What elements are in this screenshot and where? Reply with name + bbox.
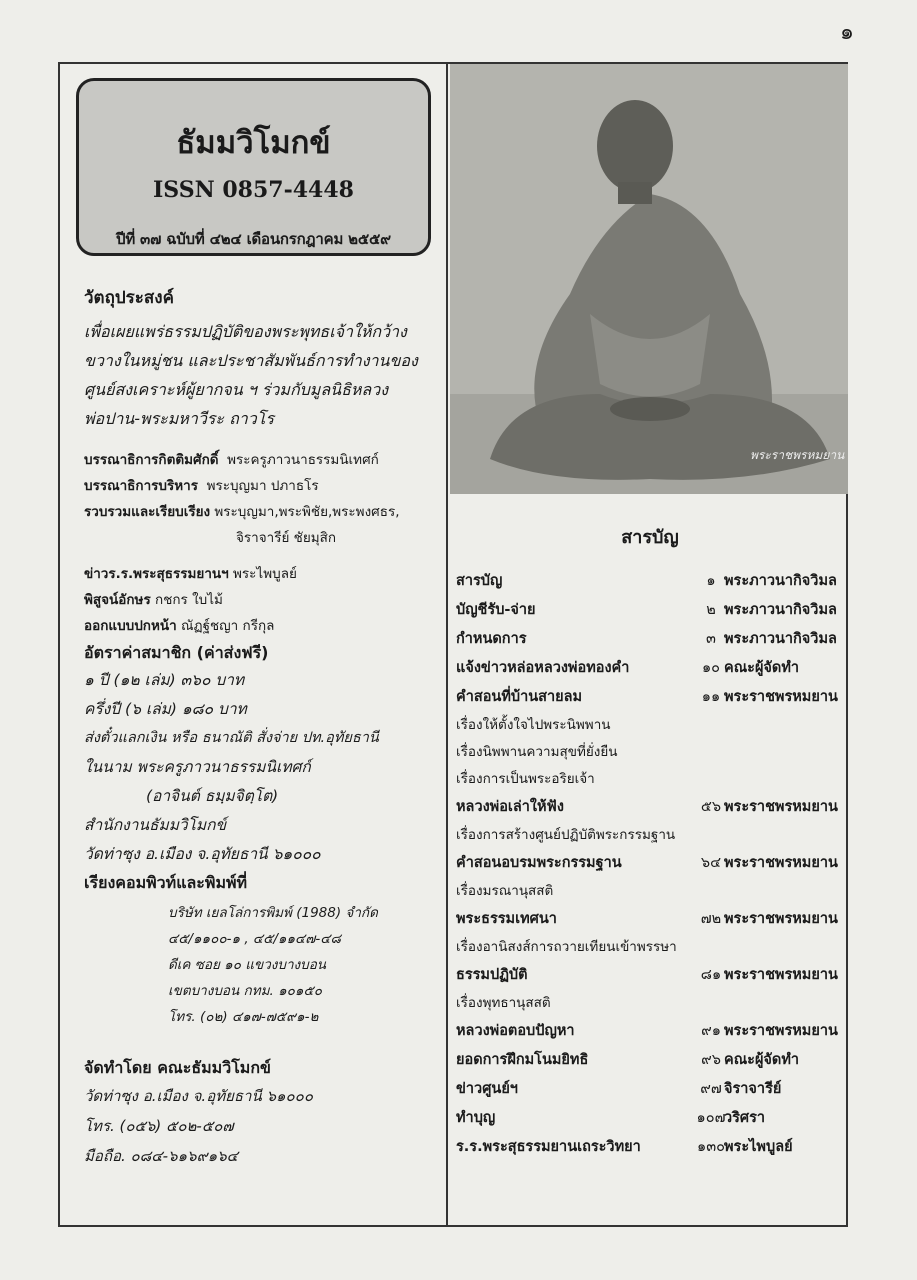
colophon <box>84 284 434 1171</box>
toc-subtopic: เรื่องให้ตั้งใจไปพระนิพพาน <box>456 717 611 733</box>
toc-entry <box>456 903 844 932</box>
toc-entry-author: พระราชพรหมยาน <box>724 967 838 983</box>
honorary-editor-label: บรรณาธิการกิตติมศักดิ์ <box>84 452 219 468</box>
toc-entry-title: พระธรรมเทศนา <box>456 911 557 927</box>
managing-editor-name: พระบุญมา ปภาธโร <box>206 478 319 494</box>
toc-entry-author: จิราจารีย์ <box>724 1081 782 1097</box>
toc-entry <box>456 565 844 594</box>
toc-entry-author: คณะผู้จัดทำ <box>724 660 800 676</box>
toc-entry-title: หลวงพ่อเล่าให้ฟัง <box>456 799 564 815</box>
producer-mobile: มือถือ. ๐๘๔-๖๑๖๙๑๖๔ <box>84 1147 238 1165</box>
toc-entry-title: ยอดการฝึกมโนมยิทธิ <box>456 1052 589 1068</box>
producer-tel: โทร. (๐๕๖) ๕๐๒-๕๐๗ <box>84 1117 234 1135</box>
toc-entry <box>456 1073 844 1102</box>
toc-entry <box>456 1015 844 1044</box>
subscription-info <box>84 666 434 869</box>
toc-entry-page: ๑ <box>706 573 716 589</box>
toc-entry <box>456 791 844 820</box>
toc-subtopic: เรื่องพุทธานุสสติ <box>456 995 551 1011</box>
printer-line: เขตบางบอน กทม. ๑๐๑๕๐ <box>168 983 322 999</box>
toc-entry-author: พระราชพรหมยาน <box>724 911 838 927</box>
toc-subtopic: เรื่องนิพพานความสุขที่ยั่งยืน <box>456 744 618 760</box>
toc-entry <box>456 847 844 876</box>
page-number: ๑ <box>840 20 854 45</box>
toc-entry-title: สารบัญ <box>456 573 503 589</box>
toc-entry <box>456 1131 844 1160</box>
compilers-label: รวบรวมและเรียบเรียง <box>84 504 211 520</box>
cover-name: ณัฏฐ์ชญา กรีกุล <box>180 618 275 634</box>
producer-address: วัดท่าซุง อ.เมือง จ.อุทัยธานี ๖๑๐๐๐ <box>84 1087 313 1105</box>
printer-info <box>84 900 434 1030</box>
toc-entry-author: พระราชพรหมยาน <box>724 855 838 871</box>
cover-row <box>84 613 434 639</box>
toc-entry-author: พระราชพรหมยาน <box>724 799 838 815</box>
news-row <box>84 561 434 587</box>
honorary-editor-name: พระครูภาวนาธรรมนิเทศก์ <box>227 452 379 468</box>
compilers-row-2: จิราจารีย์ ชัยมุสิก <box>236 530 337 546</box>
monk-photo <box>450 64 848 494</box>
toc-entry-page: ๕๖ <box>700 799 722 815</box>
toc-subtopic: เรื่องอานิสงส์การถวายเทียนเข้าพรรษา <box>456 939 677 955</box>
toc-entry-page: ๙๖ <box>701 1052 721 1068</box>
managing-editor-label: บรรณาธิการบริหาร <box>84 478 198 494</box>
toc-entry-page: ๗๒ <box>700 911 722 927</box>
toc-entry-title: แจ้งข่าวหล่อหลวงพ่อทองคำ <box>456 660 630 676</box>
toc-entry-author: พระภาวนากิจวิมล <box>724 573 837 589</box>
toc-subtopic: เรื่องการสร้างศูนย์ปฏิบัติพระกรรมฐาน <box>456 827 676 843</box>
news-name: พระไพบูลย์ <box>233 566 297 582</box>
table-of-contents <box>456 522 844 1160</box>
payment-method: ส่งตั๋วแลกเงิน หรือ ธนาณัติ สั่งจ่าย ปท.อุทัยธานี <box>84 730 379 746</box>
cover-label: ออกแบบปกหน้า <box>84 618 177 634</box>
honorary-editor-row <box>84 447 434 473</box>
purpose-line: พ่อปาน-พระมหาวีระ ถาวโร <box>84 409 274 428</box>
toc-entry-title: ข่าวศูนย์ฯ <box>456 1081 518 1097</box>
toc-entry <box>456 1102 844 1131</box>
compilers-row <box>84 499 434 525</box>
compilers-names: พระบุญมา,พระพิชัย,พระพงศธร, <box>214 504 400 520</box>
toc-entry-title: คำสอนที่บ้านสายลม <box>456 689 583 705</box>
purpose-line: ขวางในหมู่ชน และประชาสัมพันธ์การทำงานของ <box>84 351 418 370</box>
toc-entry-page: ๑๑ <box>701 689 721 705</box>
toc-entry <box>456 681 844 710</box>
toc-subtopic: เรื่องมรณานุสสติ <box>456 883 554 899</box>
toc-entry-page: ๘๑ <box>700 967 722 983</box>
subscription-heading: อัตราค่าสมาชิก (ค่าส่งฟรี) <box>84 643 269 662</box>
office-name: สำนักงานธัมมวิโมกข์ <box>84 816 227 834</box>
toc-entry-page: ๙๗ <box>700 1081 722 1097</box>
toc-entry-page: ๒ <box>706 602 716 618</box>
toc-entry-author: คณะผู้จัดทำ <box>724 1052 800 1068</box>
office-address: วัดท่าซุง อ.เมือง จ.อุทัยธานี ๖๑๐๐๐ <box>84 845 321 863</box>
toc-entry-author: พระไพบูลย์ <box>724 1139 793 1155</box>
issn-number: ISSN 0857-4448 <box>153 177 354 203</box>
monk-illustration <box>450 64 848 494</box>
payee-name: (อาจินต์ ธมฺมจิตฺโต) <box>146 787 279 805</box>
news-label: ข่าวร.ร.พระสุธรรมยานฯ <box>84 566 229 582</box>
printing-heading: เรียงคอมพิวท์และพิมพ์ที่ <box>84 873 248 892</box>
purpose-line: เพื่อเผยแพร่ธรรมปฏิบัติของพระพุทธเจ้าให้กว้าง <box>84 322 407 341</box>
magazine-title: ธัมมวิโมกข์ <box>176 125 331 161</box>
toc-entry-title: ธรรมปฏิบัติ <box>456 967 528 983</box>
proof-label: พิสูจน์อักษร <box>84 592 151 608</box>
toc-entry-title: ร.ร.พระสุธรรมยานเถระวิทยา <box>456 1139 641 1155</box>
proof-name: กชกร ใบไม้ <box>155 592 223 608</box>
toc-entry-author: วริศรา <box>724 1110 766 1126</box>
toc-entry-page: ๓ <box>706 631 716 647</box>
toc-entry-page: ๑๓๐ <box>697 1139 725 1155</box>
toc-entry-author: พระภาวนากิจวิมล <box>724 631 837 647</box>
purpose-line: ศูนย์สงเคราะห์ผู้ยากจน ฯ ร่วมกับมูลนิธิหลวง <box>84 380 388 399</box>
photo-caption: พระราชพรหมยาน <box>750 448 845 462</box>
printer-line: โทร. (๐๒) ๔๑๗-๗๕๙๑-๒ <box>168 1009 319 1025</box>
toc-entry-page: ๑๐ <box>701 660 721 676</box>
toc-entry-author: พระภาวนากิจวิมล <box>724 602 837 618</box>
toc-entry-page: ๑๐๗ <box>696 1110 726 1126</box>
toc-entry-title: หลวงพ่อตอบปัญหา <box>456 1023 575 1039</box>
payee: ในนาม พระครูภาวนาธรรมนิเทศก์ <box>84 758 311 776</box>
toc-entry <box>456 594 844 623</box>
toc-entry <box>456 959 844 988</box>
managing-editor-row <box>84 473 434 499</box>
subscription-year: ๑ ปี (๑๒ เล่ม) ๓๖๐ บาท <box>84 671 245 689</box>
masthead-box <box>76 78 431 256</box>
staff-list <box>84 447 434 639</box>
page-frame <box>58 62 848 1227</box>
toc-entry-title: ทำบุญ <box>456 1110 496 1126</box>
toc-entry <box>456 652 844 681</box>
toc-entry-author: พระราชพรหมยาน <box>724 689 838 705</box>
toc-subtopic: เรื่องการเป็นพระอริยเจ้า <box>456 771 595 787</box>
toc-entry-author: พระราชพรหมยาน <box>724 1023 838 1039</box>
toc-entry-page: ๙๑ <box>701 1023 721 1039</box>
proof-row <box>84 587 434 613</box>
printer-line: บริษัท เยลโล่การพิมพ์ (1988) จำกัด <box>168 905 378 921</box>
toc-title: สารบัญ <box>621 527 679 548</box>
toc-entry-page: ๖๔ <box>700 855 722 871</box>
left-column <box>60 64 448 1225</box>
toc-entry-title: บัญชีรับ-จ่าย <box>456 602 536 618</box>
producer-heading: จัดทำโดย คณะธัมมวิโมกข์ <box>84 1058 271 1077</box>
printer-line: ๔๕/๑๑๐๐-๑ , ๔๕/๑๑๔๗-๔๘ <box>168 931 341 947</box>
issue-info: ปีที่ ๓๗ ฉบับที่ ๔๒๔ เดือนกรกฎาคม ๒๕๕๙ <box>116 230 391 248</box>
subscription-half: ครึ่งปี (๖ เล่ม) ๑๘๐ บาท <box>84 700 247 718</box>
toc-entry-title: คำสอนอบรมพระกรรมฐาน <box>456 855 622 871</box>
purpose-heading: วัตถุประสงค์ <box>84 288 174 308</box>
toc-entry-title: กำหนดการ <box>456 631 527 647</box>
toc-entry <box>456 1044 844 1073</box>
producer-info <box>84 1081 434 1171</box>
toc-entry <box>456 623 844 652</box>
printer-line: ดีเค ซอย ๑๐ แขวงบางบอน <box>168 957 327 973</box>
purpose-text <box>84 317 434 433</box>
